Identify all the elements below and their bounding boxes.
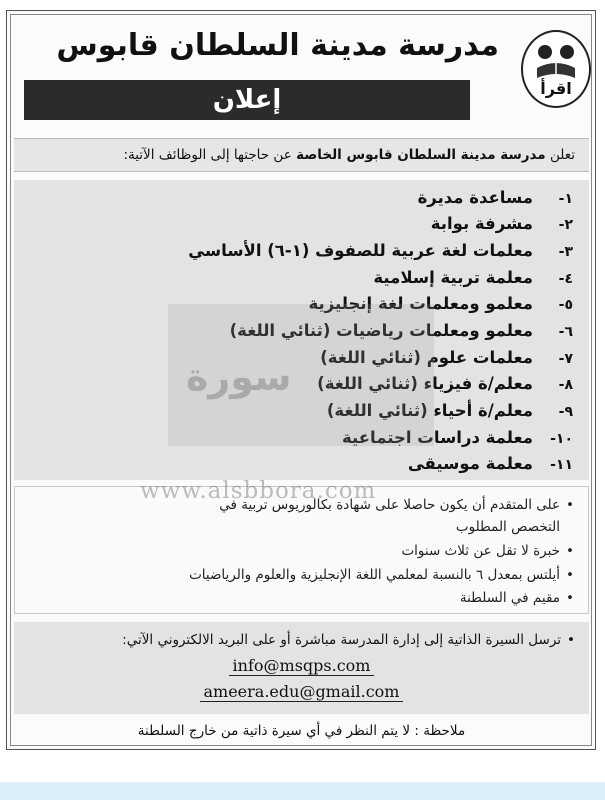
email-info [14,656,589,675]
job-item: ١٠-معلمة دراسات اجتماعية [342,428,573,447]
email-gmail [14,682,589,701]
intro-prefix: تعلن [549,147,575,163]
announcement-banner [24,80,470,120]
intro-school-name: مدرسة مدينة السلطان قابوس الخاصة [296,147,546,163]
watermark-url: www.alsbbora.com [140,478,377,504]
logo-text: اقرأ [540,79,572,98]
school-name-heading: مدرسة مدينة السلطان قابوس [56,28,499,63]
bottom-band [0,782,605,800]
job-item: ٨-معلم/ة فيزياء (ثنائي اللغة) [317,374,573,393]
contact-instruction: • ترسل السيرة الذاتية إلى إدارة المدرسة مباشرة أو على البريد الالكتروني الآتي: [122,632,575,648]
intro-text [14,138,589,172]
email-gmail-text[interactable]: ameera.edu@gmail.com [200,682,404,702]
announcement-title: إعلان [212,85,282,115]
contact-section [14,622,589,714]
intro-suffix: عن حاجتها إلى الوظائف الآتية: [123,147,292,163]
school-logo [521,30,591,108]
requirement-residence: • مقيم في السلطنة [460,590,574,606]
requirement-experience: • خبرة لا تقل عن ثلاث سنوات [401,543,574,559]
job-item: ٣-معلمات لغة عربية للصفوف (١-٦) الأساسي [188,241,573,260]
job-item: ٦-معلمو ومعلمات رياضيات (ثنائي اللغة) [229,321,573,340]
requirements-section [14,486,589,614]
job-item: ٩-معلم/ة أحياء (ثنائي اللغة) [326,401,573,420]
requirement-degree-cont: التخصص المطلوب [455,519,560,535]
job-item: ٢-مشرفة بوابة [430,214,573,233]
note-text: ملاحظة : لا يتم النظر في أي سيرة ذاتية من خارج السلطنة [137,723,466,739]
job-item: ١-مساعدة مديرة [417,188,573,207]
watermark-logo: سورة [186,355,292,399]
requirement-degree: • على المتقدم أن يكون حاصلا على شهادة بكالوريوس تربية في [219,497,574,513]
job-item: ٧-معلمات علوم (ثنائي اللغة) [320,348,573,367]
job-item: ١١-معلمة موسيقى [407,454,573,473]
job-item: ٤-معلمة تربية إسلامية [373,268,573,287]
job-item: ٥-معلمو ومعلمات لغة إنجليزية [308,294,573,313]
email-info-text[interactable]: info@msqps.com [229,656,375,676]
requirement-ielts: • أيلتس بمعدل ٦ بالنسبة لمعلمي اللغة الإنجليزية والعلوم والرياضيات [189,567,574,583]
